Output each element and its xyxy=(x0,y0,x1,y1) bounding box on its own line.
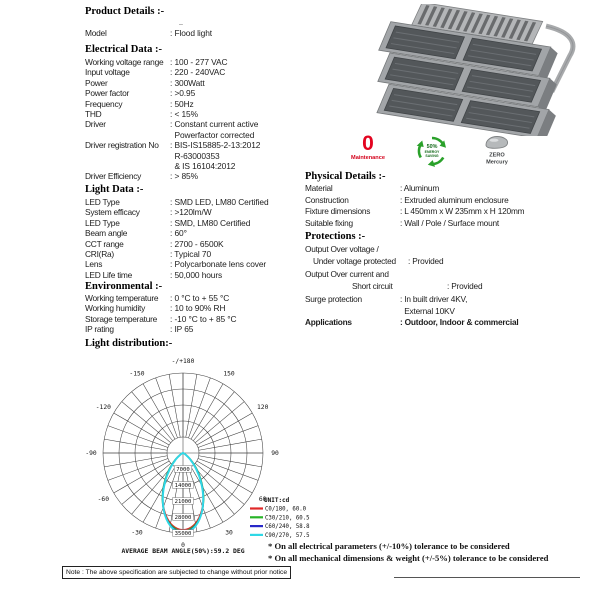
spec-value: : IP 65 xyxy=(170,324,194,335)
ring-value-label: 28000 xyxy=(174,515,192,522)
angle-label: -30 xyxy=(131,529,143,537)
maintenance-label: Maintenance xyxy=(351,155,385,161)
chart-caption: AVERAGE BEAM ANGLE(50%):59.2 DEG xyxy=(121,547,245,555)
spec-value: : 0 °C to + 55 °C xyxy=(170,293,230,303)
spec-value: : Extruded aluminum enclosure xyxy=(400,194,509,205)
spec-label: Applications xyxy=(305,317,352,327)
spec-row xyxy=(305,244,575,256)
spec-value: : Outdoor, Indoor & commercial xyxy=(400,317,519,327)
physical-details-section xyxy=(305,183,575,229)
angle-label: 150 xyxy=(223,370,235,378)
spec-label: Working temperature xyxy=(85,293,159,303)
spec-row xyxy=(85,249,325,259)
spec-label: Working voltage range xyxy=(85,57,164,67)
spec-row xyxy=(85,239,325,249)
spec-label: THD xyxy=(85,109,102,120)
spec-row xyxy=(305,281,575,293)
legend-entry: C60/240, 58.8 xyxy=(265,524,310,531)
spec-row xyxy=(85,171,325,181)
spec-value: : 100 - 277 VAC xyxy=(170,57,228,67)
spec-value: : SMD, LM80 Certified xyxy=(170,217,251,228)
spec-row xyxy=(85,67,325,77)
product-details-header: Product Details :- xyxy=(85,6,165,17)
spec-value: : SMD LED, LM80 Certified xyxy=(170,197,269,207)
angle-label: 60 xyxy=(258,496,267,503)
protections-header: Protections :- xyxy=(305,231,366,242)
angle-label: 90 xyxy=(271,450,279,457)
spec-value: : > 85% xyxy=(170,171,198,182)
spec-label: Surge protection xyxy=(305,294,362,304)
spec-label: Lens xyxy=(85,259,103,270)
spec-row xyxy=(85,109,325,119)
spec-value: : Typical 70 xyxy=(170,249,212,260)
signature-line xyxy=(394,577,580,578)
mercury-line1: ZERO xyxy=(489,152,505,159)
spec-label: LED Life time xyxy=(85,269,133,280)
mercury-line2: Mercury xyxy=(486,159,508,166)
spec-row xyxy=(85,78,325,88)
spec-label: LED Type xyxy=(85,197,120,207)
spec-row xyxy=(305,206,575,218)
spec-value: : >0.95 xyxy=(170,88,196,99)
spec-value: : Constant current active Powerfactor corrected xyxy=(170,119,259,140)
spec-value: : 50,000 hours xyxy=(170,269,223,280)
electrical-data-section xyxy=(85,57,325,182)
spec-row xyxy=(85,197,325,207)
spec-row xyxy=(85,293,325,303)
spec-label: Storage temperature xyxy=(85,313,158,324)
spec-label: Output Over current and xyxy=(305,269,389,279)
spec-row xyxy=(85,228,325,238)
led-module-rows xyxy=(372,20,568,136)
spec-label: LED Type xyxy=(85,217,120,228)
spec-row xyxy=(305,256,575,268)
tolerance-note-mechanical: * On all mechanical dimensions & weight (+/-5%) tolerance to be considered xyxy=(268,553,549,564)
ring-value-label: 14000 xyxy=(174,483,192,490)
energy-line1: ENERGY xyxy=(424,150,440,154)
angle-label: 0 xyxy=(181,542,185,549)
spec-value: : Aluminum xyxy=(400,183,440,193)
note-box: Note : The above specification are subjected to change without prior notice xyxy=(62,566,291,579)
legend-entry: C0/180, 60.0 xyxy=(265,506,307,513)
angle-label: -150 xyxy=(129,370,145,378)
spec-value: : < 15% xyxy=(170,109,198,120)
mercury-highlight xyxy=(490,139,499,142)
angle-label: -60 xyxy=(97,496,110,503)
spec-row xyxy=(305,195,575,207)
environmental-header: Environmental :- xyxy=(85,281,163,292)
light-distribution-header: Light distribution:- xyxy=(85,338,173,349)
zero-maintenance-icon xyxy=(342,133,394,161)
spec-value: : 300Watt xyxy=(170,77,205,88)
angle-label: 120 xyxy=(256,404,269,411)
spec-row xyxy=(85,88,325,98)
legend-entry: C30/210, 60.5 xyxy=(265,515,310,522)
spec-row xyxy=(85,99,325,109)
ring-value-label: 7000 xyxy=(176,467,190,474)
spec-row xyxy=(85,119,325,140)
spec-label: Construction xyxy=(305,194,349,205)
spec-row xyxy=(85,218,325,228)
spec-label: Suitable fixing xyxy=(305,217,353,228)
spec-label: Power xyxy=(85,77,108,88)
energy-percent: 50% xyxy=(426,144,438,150)
stray-mark: – xyxy=(179,21,183,28)
spec-label: Short circuit xyxy=(352,280,393,291)
spec-row xyxy=(85,28,320,38)
spec-label: Frequency xyxy=(85,98,123,109)
spec-value: : >120lm/W xyxy=(170,207,212,218)
spec-value: : Provided xyxy=(447,280,483,291)
angle-label: -/+180 xyxy=(171,358,195,365)
spec-label: Driver Efficiency xyxy=(85,171,142,182)
physical-details-header: Physical Details :- xyxy=(305,171,386,182)
spec-label: Fixture dimensions xyxy=(305,206,371,216)
spec-row xyxy=(305,294,575,317)
angle-label: -120 xyxy=(95,404,111,411)
spec-row xyxy=(305,317,575,329)
spec-row xyxy=(85,314,325,324)
spec-value: : 220 - 240VAC xyxy=(170,67,226,78)
product-image-floodlight xyxy=(372,4,594,136)
spec-label: Power factor xyxy=(85,88,130,99)
spec-row xyxy=(305,183,575,195)
spec-row xyxy=(305,269,575,281)
spec-value: : 50Hz xyxy=(170,98,194,109)
spec-value: : Polycarbonate lens cover xyxy=(170,259,267,270)
spec-row xyxy=(85,324,325,334)
mercury-drop xyxy=(486,137,508,149)
energy-saving-icon xyxy=(408,130,456,172)
ring-value-label: 35000 xyxy=(174,531,192,538)
spec-value: : 10 to 90% RH xyxy=(170,303,226,314)
angle-label: 30 xyxy=(225,529,233,537)
spec-row xyxy=(85,259,325,269)
legend-unit-label: UNIT:cd xyxy=(264,497,290,504)
spec-label: Working humidity xyxy=(85,303,146,314)
tolerance-note-electrical: * On all electrical parameters (+/-10%) tolerance to be considered xyxy=(268,541,510,551)
applications-section xyxy=(305,317,575,329)
spec-label: Model xyxy=(85,28,107,38)
protections-section xyxy=(305,244,575,317)
model-section xyxy=(85,28,320,38)
zero-mercury-icon xyxy=(473,132,521,172)
spec-row xyxy=(85,270,325,280)
spec-label: Input voltage xyxy=(85,67,130,78)
tolerance-notes xyxy=(268,540,548,565)
spec-label: IP rating xyxy=(85,324,114,335)
spec-label: Output Over voltage / xyxy=(305,244,379,254)
light-data-section xyxy=(85,197,325,280)
spec-label: System efficacy xyxy=(85,207,140,218)
spec-value: : -10 °C to + 85 °C xyxy=(170,313,237,324)
environmental-section xyxy=(85,293,325,335)
spec-row xyxy=(305,218,575,230)
spec-label: Beam angle xyxy=(85,228,128,239)
spec-value: : In built driver 4KV, External 10KV xyxy=(400,294,468,316)
spec-row xyxy=(85,207,325,217)
spec-label: Driver registration No xyxy=(85,140,159,151)
spec-label: Under voltage protected xyxy=(313,255,396,266)
spec-label: Driver xyxy=(85,119,106,130)
spec-label: Material xyxy=(305,183,333,193)
legend-entry: C90/270, 57.5 xyxy=(265,532,310,539)
light-data-header: Light Data :- xyxy=(85,184,144,195)
spec-value: : L 450mm x W 235mm x H 120mm xyxy=(400,206,525,216)
electrical-data-header: Electrical Data :- xyxy=(85,44,162,55)
spec-value: : 2700 - 6500K xyxy=(170,238,224,249)
energy-line2: SAVING xyxy=(425,154,439,158)
spec-value: : 60° xyxy=(170,228,187,239)
spec-row xyxy=(85,303,325,313)
spec-value: : Flood light xyxy=(170,28,212,38)
ring-value-label: 21000 xyxy=(174,499,192,506)
maintenance-zero-digit: 0 xyxy=(362,132,374,155)
spec-label: CCT range xyxy=(85,238,124,249)
light-distribution-chart xyxy=(78,356,328,562)
angle-label: -90 xyxy=(85,450,97,457)
chart-legend xyxy=(250,497,310,539)
spec-row xyxy=(85,57,325,67)
spec-value: : BIS-IS15885-2-13:2012 R-63000353 & IS 16104:2012 xyxy=(170,140,261,172)
spec-label: CRI(Ra) xyxy=(85,249,114,260)
spec-value: : Wall / Pole / Surface mount xyxy=(400,217,500,228)
spec-value: : Provided xyxy=(408,255,444,266)
spec-row xyxy=(85,140,325,171)
